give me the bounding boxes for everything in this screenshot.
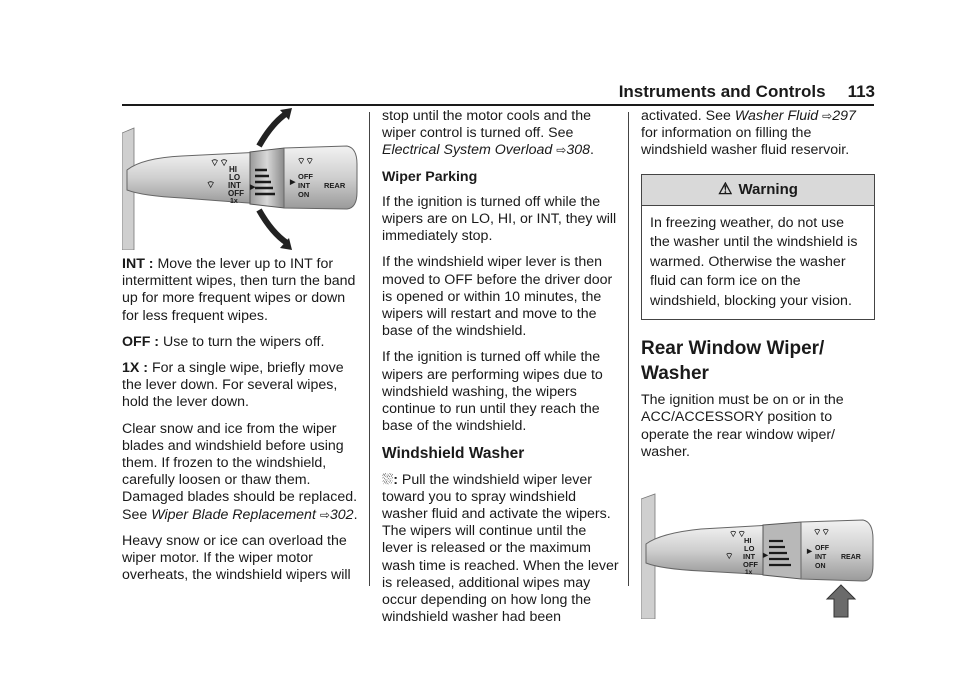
page-number: 113 bbox=[847, 82, 875, 101]
rear-wiper-lever-figure bbox=[641, 489, 875, 619]
label-off-rear: OFF bbox=[298, 172, 313, 181]
washer-symbol-icon: ⌔ bbox=[725, 550, 734, 561]
rotary-band bbox=[763, 522, 801, 579]
label-off-rear: OFF bbox=[815, 544, 829, 552]
header-rule bbox=[122, 104, 874, 106]
washer-text: Pull the windshield wiper lever toward you to spray windshield washer fluid and activate the wipers. The wipers will continue until the lever is released or the maximum wash time is reached. When the lever is released, additional wipes may occur depending on how long the windshield washer had been bbox=[382, 471, 619, 626]
off-term: OFF : bbox=[122, 333, 160, 350]
windshield-washer-heading: Windshield Washer bbox=[382, 445, 525, 463]
page-header bbox=[619, 82, 875, 102]
off-paragraph bbox=[122, 334, 360, 351]
column-1 bbox=[122, 108, 360, 593]
label-int: INT bbox=[743, 551, 756, 561]
rear-wiper-heading: Rear Window Wiper/ Washer bbox=[641, 338, 825, 385]
svg-text:▶: ▶ bbox=[807, 547, 812, 555]
label-1x: 1x bbox=[745, 568, 753, 576]
label-lo: LO bbox=[744, 543, 755, 553]
warning-body: In freezing weather, do not use the washer until the windshield is warmed. Otherwise the washer fluid can form ice on the windshield, blocking your vision. bbox=[650, 214, 858, 309]
parking-paragraph-1: If the ignition is turned off while the wipers are on LO, HI, or INT, they will immediately stop. bbox=[382, 193, 617, 245]
int-term: INT : bbox=[122, 256, 154, 272]
label-int-rear: INT bbox=[815, 553, 827, 561]
int-paragraph bbox=[122, 256, 360, 325]
page-ref-icon: ⇨ bbox=[319, 507, 330, 522]
label-on-rear: ON bbox=[298, 190, 310, 199]
svg-text:▶: ▶ bbox=[763, 551, 768, 559]
int-text: Move the lever up to INT for intermittent wipes, then turn the band up for more frequent wipes or down for less frequent wipes. bbox=[122, 256, 356, 324]
stop-paragraph: stop until the motor cools and the wiper control is turned off. See Electrical System Overload ⇨308. bbox=[382, 108, 594, 159]
section-title: Instruments and Controls bbox=[618, 82, 826, 101]
wiper-symbol-icon: ⌔⌔ bbox=[729, 528, 746, 539]
push-up-arrow-icon bbox=[827, 585, 855, 617]
label-rear: REAR bbox=[841, 553, 861, 561]
rear-wiper-symbol-icon: ⌔⌔ bbox=[813, 526, 830, 537]
label-rear: REAR bbox=[324, 181, 346, 190]
washer-paragraph bbox=[382, 471, 619, 627]
label-hi: HI bbox=[744, 535, 752, 545]
off-text: Use to turn the wipers off. bbox=[163, 333, 325, 350]
rotary-band bbox=[250, 148, 284, 208]
activated-paragraph bbox=[641, 108, 875, 160]
onex-paragraph bbox=[122, 360, 360, 412]
electrical-overload-page[interactable]: 308 bbox=[566, 142, 590, 159]
page-ref-icon: ⇨ bbox=[822, 109, 833, 123]
warning-triangle-icon: ⚠ bbox=[718, 181, 733, 198]
clear-paragraph: Clear snow and ice from the wiper blades and windshield before using them. If frozen to the windshield, carefully loosen or thaw them. Damaged blades should be replaced. See Wiper Blade Replacement ⇨302. bbox=[122, 420, 358, 523]
page-ref-icon: ⇨ bbox=[556, 143, 567, 158]
label-int: INT bbox=[228, 181, 241, 190]
parking-paragraph-2: If the windshield wiper lever is then moved to OFF before the driver door is opened or within 10 minutes, the wipers will restart and move to the base of the windshield. bbox=[382, 254, 613, 340]
washer-spray-icon: ⛆ bbox=[382, 470, 394, 487]
washer-symbol-icon: ⌔ bbox=[206, 180, 216, 191]
svg-text:▶: ▶ bbox=[290, 179, 296, 186]
label-hi: HI bbox=[229, 165, 237, 174]
warning-header bbox=[642, 175, 874, 206]
wiper-symbol-icon: ⌔⌔ bbox=[210, 158, 229, 169]
onex-term: 1X : bbox=[122, 360, 149, 377]
heavy-text: Heavy snow or ice can overload the wiper motor. If the wiper motor overheats, the windshield wipers will bbox=[122, 532, 351, 584]
label-1x: 1x bbox=[230, 198, 238, 205]
washer-colon: : bbox=[393, 471, 398, 488]
warning-box bbox=[641, 174, 875, 321]
activated-rest: for information on filling the windshield washer fluid reservoir. bbox=[641, 125, 850, 159]
parking-paragraph-3: If the ignition is turned off while the wipers are performing wipes due to windshield washing, the wipers continue to run until they reach the base of the windshield. bbox=[382, 349, 603, 435]
column-2 bbox=[382, 108, 619, 635]
activated-text: activated. See bbox=[641, 108, 731, 124]
onex-text: For a single wipe, briefly move the lever down. For several wipes, hold the lever down. bbox=[122, 360, 344, 411]
warning-title: Warning bbox=[738, 181, 798, 198]
stop-text: stop until the motor cools and the wiper control is turned off. See bbox=[382, 108, 591, 142]
column-3 bbox=[641, 108, 875, 619]
clear-text: Clear snow and ice from the wiper blades and windshield before using them. If frozen to the windshield, carefully loosen or thaw them. Damaged blades should be replaced. See bbox=[122, 420, 358, 523]
label-off: OFF bbox=[228, 189, 244, 198]
up-arrow-icon bbox=[259, 113, 287, 146]
electrical-overload-link[interactable]: Electrical System Overload bbox=[382, 142, 553, 159]
label-lo: LO bbox=[229, 173, 241, 182]
column-divider-1 bbox=[369, 112, 370, 586]
down-arrow-icon bbox=[259, 210, 287, 243]
washer-fluid-page[interactable]: 297 bbox=[832, 108, 856, 124]
rear-paragraph: The ignition must be on or in the ACC/ACCESSORY position to operate the rear window wiper/ washer. bbox=[641, 392, 844, 460]
rear-wiper-symbol-icon: ⌔⌔ bbox=[297, 156, 314, 166]
heavy-paragraph bbox=[122, 533, 360, 585]
wiper-parking-heading: Wiper Parking bbox=[382, 168, 478, 185]
lever-endcap bbox=[284, 146, 357, 209]
column-divider-2 bbox=[628, 112, 629, 586]
wiper-blade-link[interactable]: Wiper Blade Replacement bbox=[151, 506, 316, 523]
svg-text:▶: ▶ bbox=[250, 184, 256, 191]
label-int-rear: INT bbox=[298, 181, 311, 190]
wiper-lever-figure bbox=[122, 108, 360, 250]
label-off: OFF bbox=[743, 559, 758, 569]
label-on-rear: ON bbox=[815, 562, 826, 570]
wiper-blade-page[interactable]: 302 bbox=[329, 506, 354, 523]
washer-fluid-link[interactable]: Washer Fluid bbox=[734, 108, 819, 124]
